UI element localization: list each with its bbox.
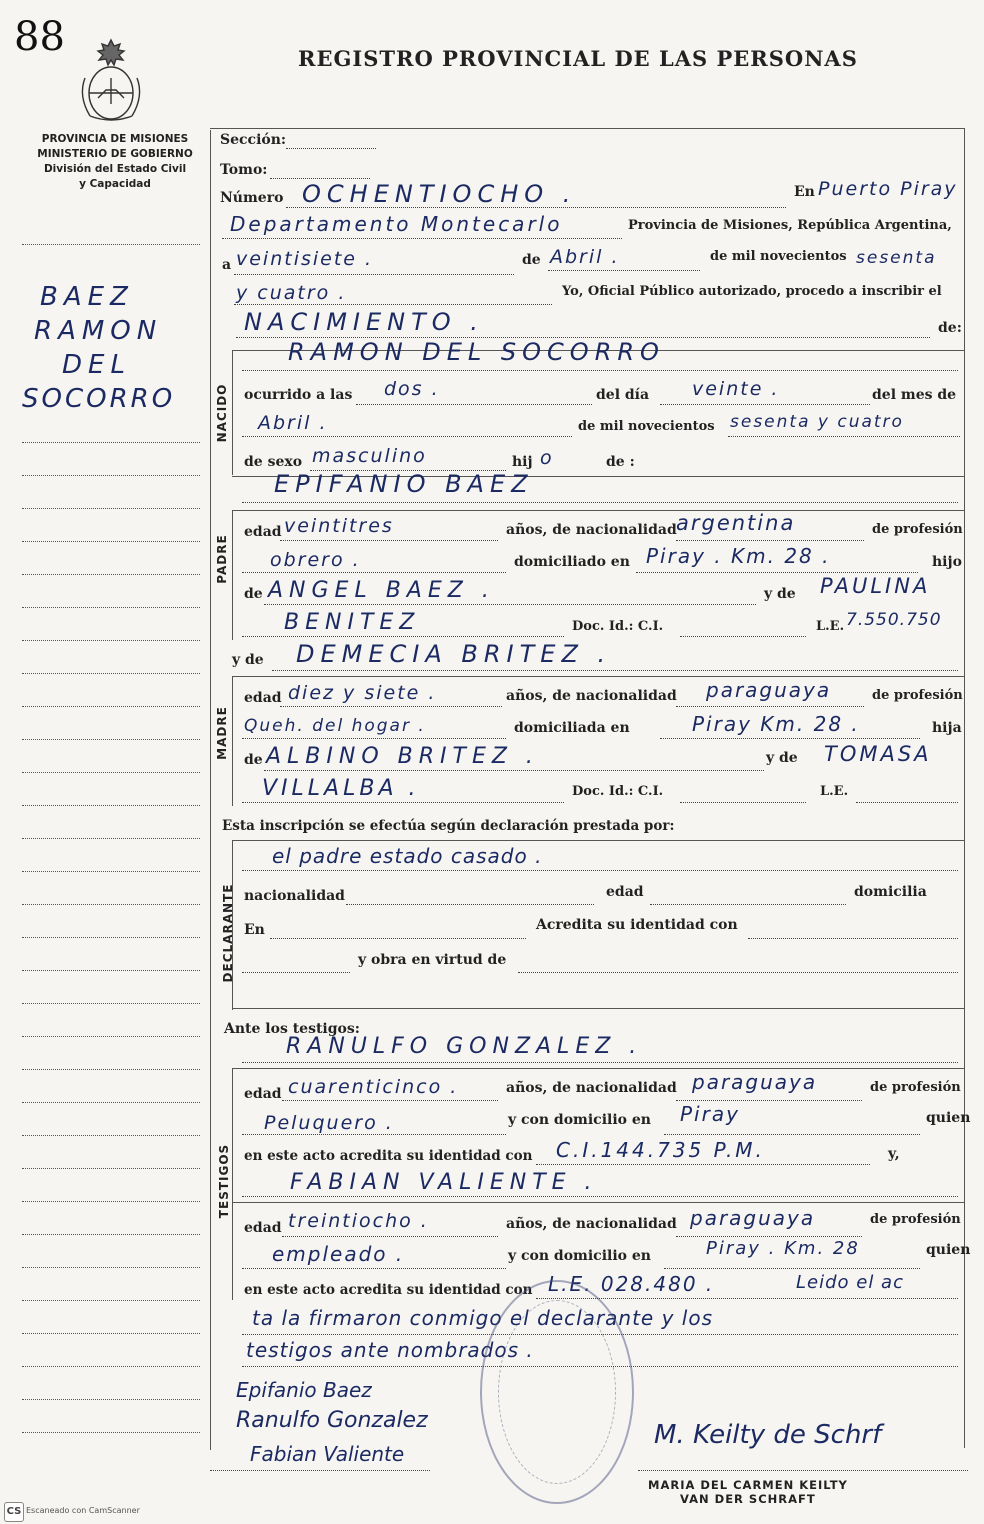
margin-rule	[22, 1201, 200, 1202]
madre-domicilio-label: domiciliada en	[514, 720, 630, 736]
yo-oficial-label: Yo, Oficial Público autorizado, procedo a inscribir el	[562, 284, 942, 299]
margin-rule	[22, 772, 200, 773]
madre-profesion-label: de profesión	[872, 688, 963, 703]
margin-rule	[22, 1399, 200, 1400]
scanner-text: Escaneado con CamScanner	[26, 1506, 140, 1515]
testigo2-profesion-label: de profesión	[870, 1212, 961, 1227]
padre-domicilio-label: domiciliado en	[514, 554, 630, 570]
testigo2-doc-value: L.E. 028.480 .	[548, 1272, 715, 1296]
testigo1-domicilio-label: y con domicilio en	[508, 1112, 651, 1128]
madre-nacionalidad-value: paraguaya	[706, 678, 832, 702]
declarante-edad-label: edad	[606, 884, 644, 900]
numero-value: OCHENTIOCHO .	[302, 180, 577, 208]
madre-profesion-value: Queh. del hogar .	[244, 716, 426, 736]
page-number: 88	[14, 14, 65, 60]
testigo1-edad-label: edad	[244, 1086, 282, 1102]
testigo1-nombre-value: RANULFO GONZALEZ .	[286, 1034, 643, 1059]
anio-value-1: sesenta	[856, 248, 937, 268]
issuer-line-2: MINISTERIO DE GOBIERNO	[37, 148, 193, 160]
padre-le-value: 7.550.750	[846, 610, 942, 630]
signature-1: Epifanio Baez	[236, 1378, 372, 1402]
declarante-acredita-label: Acredita su identidad con	[536, 917, 738, 933]
seccion-label: Sección:	[220, 132, 287, 148]
scanner-badge: CS	[4, 1502, 24, 1522]
margin-rule	[22, 640, 200, 641]
madre-edad-label: edad	[244, 690, 282, 706]
margin-rule	[22, 1366, 200, 1367]
madre-nac-label: años, de nacionalidad	[506, 688, 677, 704]
issuer-block	[20, 132, 210, 192]
abuela-materna-1-value: TOMASA	[824, 742, 932, 766]
testigo2-nombre-value: FABIAN VALIENTE .	[290, 1170, 598, 1195]
abuela-paterna-1-value: PAULINA	[820, 574, 931, 598]
padre-profesion-value: obrero .	[270, 549, 361, 571]
padre-de-label: de	[244, 586, 263, 602]
mes-nac-value: Abril .	[258, 412, 328, 434]
padre-nacionalidad-value: argentina	[676, 511, 796, 535]
margin-rule	[22, 739, 200, 740]
hijo-label: hijo	[932, 554, 962, 570]
testigo1-domicilio-value: Piray	[680, 1102, 740, 1126]
madre-section-label: MADRE	[215, 706, 229, 760]
testigo2-profesion-value: empleado .	[272, 1242, 405, 1266]
registry-title: REGISTRO PROVINCIAL DE LAS PERSONAS	[298, 46, 858, 71]
margin-rule	[22, 1102, 200, 1103]
margin-rule	[22, 508, 200, 509]
del-dia-label: del día	[596, 387, 650, 403]
issuer-line-3: División del Estado Civil	[43, 163, 187, 175]
margin-rule	[22, 1333, 200, 1334]
margin-rule	[22, 244, 200, 245]
a-label: a	[222, 257, 232, 273]
issuer-line-1: PROVINCIA DE MISIONES	[41, 133, 189, 145]
declarante-section-label: DECLARANTE	[221, 883, 235, 983]
margin-rule	[22, 904, 200, 905]
abuela-paterna-2-value: BENITEZ	[284, 610, 421, 635]
testigo2-en-acto-label: en este acto acredita su identidad con	[244, 1282, 533, 1298]
padre-profesion-label: de profesión	[872, 522, 963, 537]
y-comma-label: y,	[888, 1146, 900, 1162]
provincia-label: Provincia de Misiones, República Argentina,	[628, 218, 952, 233]
margin-rule	[22, 442, 200, 443]
anio-value-2: y cuatro .	[236, 282, 347, 304]
margin-rule	[22, 1432, 200, 1433]
margin-rule	[22, 1234, 200, 1235]
margin-rule	[22, 475, 200, 476]
padre-y-de-label: y de	[764, 586, 796, 602]
cierre-3-value: testigos ante nombrados .	[246, 1338, 534, 1362]
official-name-line-2: VAN DER SCHRAFT	[680, 1492, 816, 1506]
margin-rule	[22, 1168, 200, 1169]
margin-rule	[22, 1135, 200, 1136]
de-label: de	[522, 252, 541, 268]
padre-nombre-value: EPIFANIO BAEZ	[274, 470, 534, 498]
madre-de-label: de	[244, 752, 263, 768]
margin-rule	[22, 706, 200, 707]
tomo-label: Tomo:	[220, 162, 268, 178]
mes-value: Abril .	[550, 246, 620, 268]
en-label: En	[794, 184, 815, 200]
padre-doc-label: Doc. Id.: C.I.	[572, 619, 664, 634]
de-colon-label: de:	[938, 320, 962, 336]
margin-name-line-1: BAEZ	[40, 282, 134, 312]
de-mil-label: de mil novecientos	[710, 249, 847, 264]
margin-name-line-4: SOCORRO	[22, 384, 176, 414]
madre-le-label: L.E.	[820, 784, 849, 799]
hij-suffix-value: o	[540, 447, 554, 469]
quien-label: quien	[926, 1110, 971, 1126]
margin-rule	[22, 937, 200, 938]
sexo-value: masculino	[312, 445, 427, 467]
testigos-section-label: TESTIGOS	[217, 1143, 231, 1219]
declarante-domicilia-label: domicilia	[854, 884, 927, 900]
declarante-en-label: En	[244, 922, 265, 938]
declarante-value: el padre estado casado .	[272, 844, 543, 868]
testigo2-domicilio-label: y con domicilio en	[508, 1248, 651, 1264]
testigo1-nac-label: años, de nacionalidad	[506, 1080, 677, 1096]
madre-domicilio-value: Piray Km. 28 .	[692, 712, 860, 736]
margin-name-line-2: RAMON	[34, 316, 163, 346]
issuer-line-4: y Capacidad	[79, 178, 151, 190]
hija-label: hija	[932, 720, 962, 736]
hij-label: hij	[512, 454, 533, 470]
margin-rule	[22, 838, 200, 839]
madre-doc-label: Doc. Id.: C.I.	[572, 784, 664, 799]
madre-y-de-2-label: y de	[766, 750, 798, 766]
nombre-value: RAMON DEL SOCORRO	[288, 338, 665, 366]
declarante-nacionalidad-label: nacionalidad	[244, 888, 345, 904]
testigo2-edad-value: treintiocho .	[288, 1210, 429, 1232]
margin-name-line-3: DEL	[62, 350, 131, 380]
margin-rule	[22, 805, 200, 806]
testigo1-nacionalidad-value: paraguaya	[692, 1070, 818, 1094]
margin-rule	[22, 1267, 200, 1268]
declarante-obra-label: y obra en virtud de	[358, 952, 507, 968]
abuelo-paterno-value: ANGEL BAEZ .	[268, 578, 495, 603]
margin-rule	[22, 871, 200, 872]
testigo1-edad-value: cuarenticinco .	[288, 1076, 459, 1098]
anio-nac-value: sesenta y cuatro	[730, 412, 904, 432]
padre-le-label: L.E.	[816, 619, 845, 634]
madre-edad-value: diez y siete .	[288, 682, 437, 704]
padre-edad-label: edad	[244, 524, 282, 540]
padre-edad-value: veintitres	[284, 515, 394, 537]
cierre-1-value: Leido el ac	[796, 1272, 904, 1293]
inscripcion-label: Esta inscripción se efectúa según declaración prestada por:	[222, 818, 675, 834]
testigo2-nacionalidad-value: paraguaya	[690, 1206, 816, 1230]
de-2-label: de :	[606, 454, 635, 470]
margin-rule	[22, 1036, 200, 1037]
margin-rule	[22, 673, 200, 674]
sexo-label: de sexo	[244, 454, 303, 470]
margin-rule	[22, 574, 200, 575]
quien-2-label: quien	[926, 1242, 971, 1258]
abuelo-materno-value: ALBINO BRITEZ .	[266, 744, 539, 769]
margin-rule	[22, 1300, 200, 1301]
hora-value: dos .	[384, 378, 440, 400]
ante-testigos-label: Ante los testigos:	[224, 1021, 360, 1037]
margin-rule	[22, 970, 200, 971]
madre-y-de-label: y de	[232, 652, 264, 668]
madre-nombre-value: DEMECIA BRITEZ .	[296, 640, 612, 668]
nacido-section-label: NACIDO	[215, 383, 229, 443]
abuela-materna-2-value: VILLALBA .	[262, 776, 420, 801]
official-stamp	[480, 1280, 634, 1504]
signature-3: Fabian Valiente	[250, 1442, 405, 1466]
margin-rule	[22, 1069, 200, 1070]
official-signature: M. Keilty de Schrf	[654, 1420, 882, 1450]
testigo1-doc-value: C.I.144.735 P.M.	[556, 1138, 765, 1162]
testigo2-domicilio-value: Piray . Km. 28	[706, 1238, 860, 1259]
testigo2-nac-label: años, de nacionalidad	[506, 1216, 677, 1232]
padre-domicilio-value: Piray . Km. 28 .	[646, 544, 831, 568]
testigo2-edad-label: edad	[244, 1220, 282, 1236]
departamento-value: Departamento Montecarlo	[230, 212, 563, 236]
numero-label: Número	[220, 190, 284, 206]
margin-rule	[22, 541, 200, 542]
del-mes-label: del mes de	[872, 387, 957, 403]
coat-of-arms-emblem	[76, 38, 146, 122]
acto-value: NACIMIENTO .	[244, 308, 484, 336]
signature-2: Ranulfo Gonzalez	[236, 1408, 428, 1433]
lugar-value: Puerto Piray	[818, 178, 958, 200]
de-mil-2-label: de mil novecientos	[578, 419, 715, 434]
margin-rule	[22, 1003, 200, 1004]
ocurrido-label: ocurrido a las	[244, 387, 353, 403]
official-name-line-1: MARIA DEL CARMEN KEILTY	[648, 1478, 848, 1492]
testigo1-profesion-label: de profesión	[870, 1080, 961, 1095]
padre-nac-label: años, de nacionalidad	[506, 522, 677, 538]
margin-rule	[22, 607, 200, 608]
padre-section-label: PADRE	[215, 534, 229, 584]
cierre-2-value: ta la firmaron conmigo el declarante y los	[252, 1306, 714, 1330]
testigo1-profesion-value: Peluquero .	[264, 1112, 394, 1134]
testigo1-en-acto-label: en este acto acredita su identidad con	[244, 1148, 533, 1164]
dia-value: veintisiete .	[236, 248, 374, 270]
dia-nac-value: veinte .	[692, 378, 780, 400]
